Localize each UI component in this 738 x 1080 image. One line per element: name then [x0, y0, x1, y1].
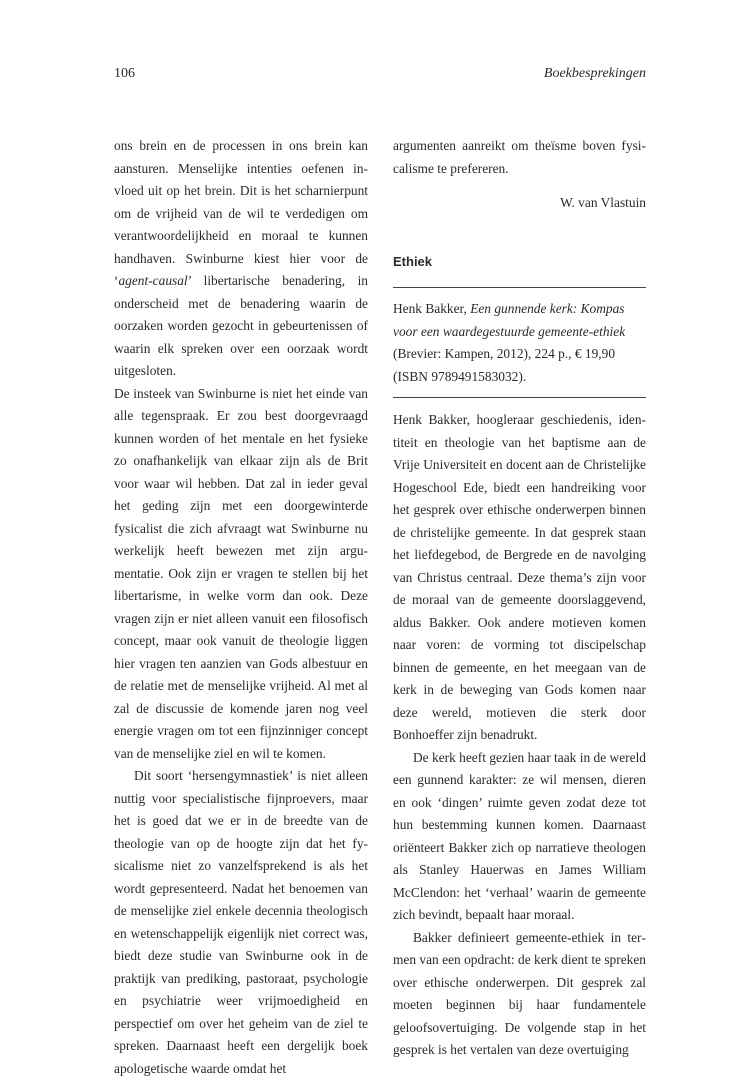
running-head: Boekbesprekingen — [543, 66, 646, 81]
emphasis: agent-causal — [118, 273, 188, 288]
paragraph-text: ’ libertarische benadering, in onderscheid met de benadering waarin de oorzaken worden gezocht in gebeurtenissen of waarin elk spreken over een oorzaak wordt uitgesloten. — [114, 273, 368, 378]
section-heading: Ethiek — [393, 253, 433, 269]
left-column — [114, 135, 368, 1080]
page-number: 106 — [114, 66, 135, 81]
book-details: (Brevier: Kampen, 2012), 224 p., € 19,90 (ISBN 9789491583032). — [393, 346, 616, 384]
paragraph: De insteek van Swinburne is niet het einde van alle tegenspraak. Er zou best doorgevraagd kunnen worden of het mentale en het fysieke zo onafhankelijk van elkaar zijn als de Brit voor waar wil hebben. Dat zal in ieder geval het geding zijn met een doorgewinterde fysicalist die zich afvraagt wat Swinburne nu werkelijk heeft bewezen met zijn argumentatie. Ook zijn er vragen te stellen bij het libertarisme, in welke vorm dan ook. Deze vragen zijn er niet alleen vanuit een filosofisch concept, maar ook vanuit de theologie liggen hier vragen ten aanzien van Gods albestuur en de relatie met de menselijke vrijheid. Al met al zal de discussie de komende jaren nog veel energie vragen om tot een fijnzinniger concept van de menselijke ziel en wil te komen. — [114, 385, 368, 761]
review-body — [393, 409, 646, 1062]
book-author: Henk Bakker, — [393, 301, 471, 316]
paragraph: Henk Bakker, hoogleraar geschiedenis, identiteit en theologie van het baptisme aan de Vrije Universiteit en docent aan de Christelijke Hogeschool Ede, biedt een handreiking voor het gesprek over ethische onderwerpen binnen de christelijke gemeente. In dat gesprek staan het liefdegebod, de Bergrede en de navolging van Christus centraal. Deze thema’s zijn voor de moraal van de gemeente doorslaggevend, aldus Bakker. Ook andere motieven komen naar voren: de vorming tot discipelschap binnen de gemeente, en het meegaan van de kerk in de beweging van Gods komen naar deze wereld, motieven die sterk door Bonhoeffer zijn benadrukt. — [393, 412, 646, 742]
paragraph — [114, 135, 368, 383]
paragraph: De kerk heeft gezien haar taak in de wereld een gunnend karakter: ze wil mensen, dieren en ook ‘dingen’ ruimte geven zodat deze tot hun bestemming kunnen komen. Daarnaast oriënteert Bakker zich op narratieve theologen als Stanley Hauerwas en James William McClendon: het ‘verhaal’ waarin de gemeente zich bevindt, bepaalt haar moraal. — [393, 749, 646, 922]
book-title: Een gunnende kerk: Kompas voor een waardegestuurde gemeente-ethiek — [393, 301, 626, 339]
reviewer-signature: W. van Vlastuin — [560, 195, 646, 210]
paragraph-text: ons brein en de processen in ons brein kan aansturen. Menselijke intenties oefenen invloed uit op het brein. Dit is het scharnierpunt om de vrijheid van de wil te verdedigen om verantwoordelijkheid en moraal te kunnen handhaven. Swinburne kiest hier voor de ‘ — [114, 138, 368, 288]
divider — [393, 397, 646, 398]
paragraph: argumenten aanreikt om theïsme boven fysicalisme te prefereren. — [393, 138, 646, 176]
paragraph: Dit soort ‘hersengymnastiek’ is niet alleen nuttig voor specialistische fijnproevers, maar het is goed dat we er in de breedte van de theologie van op de hoogte zijn dat het fysicalisme niet zo vanzelfsprekend is als het wordt gepresenteerd. Nadat het benoemen van de menselijke ziel enkele decennia theologisch en wetenschappelijk eigenlijk niet correct was, biedt deze studie van Swinburne ook in de praktijk van prediking, pastoraat, psychologie en psychiatrie weer vrijmoedigheid en perspectief om over het geheim van de ziel te spreken. Daarnaast heeft een dergelijk boek apologetische waarde omdat het — [114, 768, 368, 1076]
right-column — [393, 135, 646, 1062]
bibliographic-entry — [393, 288, 646, 397]
paragraph: Bakker definieert gemeente-ethiek in termen van een opdracht: de kerk dient te spreken over ethische onderwerpen. Dit gesprek zal moeten beginnen bij haar fundamentele geloofsovertuiging. De volgende stap in het gesprek is het vertalen van deze overtuiging — [393, 929, 646, 1057]
